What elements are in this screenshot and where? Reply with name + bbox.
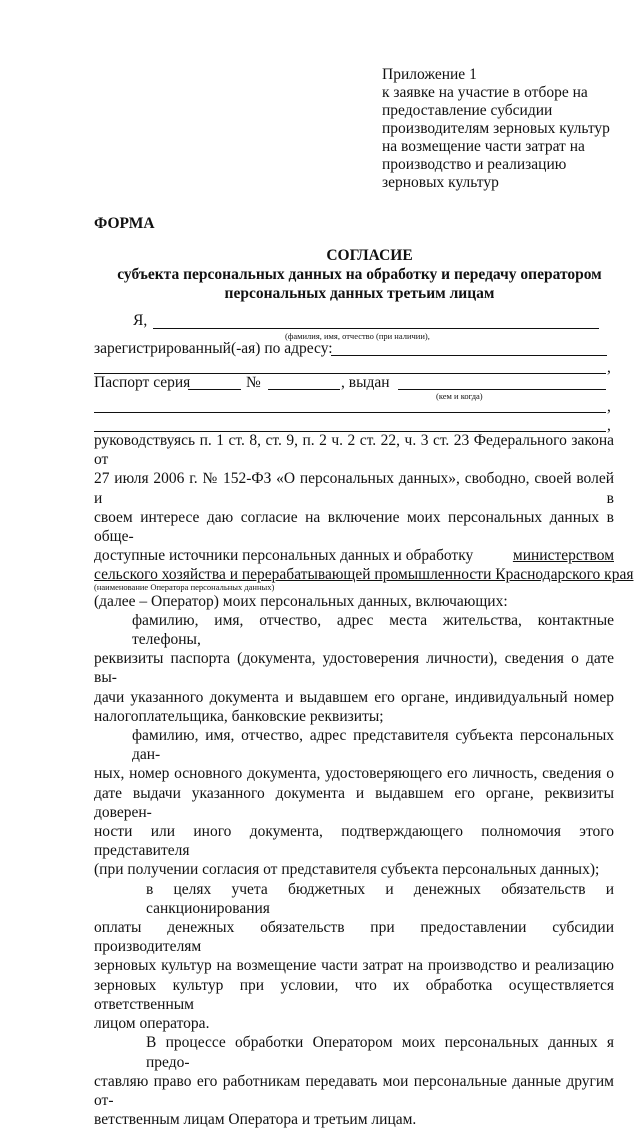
body-line: дачи указанного документа и выдавшем его органе, индивидуальный номер — [94, 688, 614, 706]
body-line: своем интересе даю согласие на включение моих персональных данных в обще- — [94, 508, 614, 546]
body-line: зерновых культур при условии, что их обработка осуществляется ответственным — [94, 976, 614, 1013]
body-line: руководствуясь п. 1 ст. 8, ст. 9, п. 2 ч. 2 ст. 22, ч. 3 ст. 23 Федерального закона от — [94, 432, 614, 469]
appendix-line: зерновых культур — [382, 174, 499, 191]
body-line: фамилию, имя, отчество, адрес места жительства, контактные телефоны, — [132, 611, 614, 649]
appendix-line: производителям зерновых культур — [382, 120, 610, 137]
body-line: в целях учета бюджетных и денежных обязательств и санкционирования — [146, 880, 614, 917]
address-field[interactable] — [331, 355, 607, 356]
comma: , — [607, 398, 611, 415]
passport-number-label: № — [246, 374, 261, 391]
comma: , — [607, 417, 611, 434]
document-subtitle-line-1: субъекта персональных данных на обработку и передачу оператором — [117, 266, 602, 283]
body-line: зерновых культур на возмещение части затрат на производство и реализацию — [94, 957, 614, 975]
operator-hint: (наименование Оператора персональных данных) — [94, 581, 275, 592]
document-subtitle-line-2: персональных данных третьим лицам — [224, 285, 495, 302]
operator-name: министерством — [512, 547, 614, 565]
form-label: ФОРМА — [94, 215, 155, 232]
body-line — [94, 546, 614, 565]
passport-series-field[interactable] — [188, 389, 241, 390]
appendix-line: к заявке на участие в отборе на — [382, 84, 588, 101]
appendix-block — [382, 66, 632, 192]
body-line: лицом оператора. — [94, 1015, 210, 1033]
appendix-line: Приложение 1 — [382, 66, 477, 83]
body-line: ставляю право его работникам передавать мои персональные данные другим от- — [94, 1072, 614, 1109]
body-line: реквизиты паспорта (документа, удостоверения личности), сведения о дате вы- — [94, 650, 614, 687]
body-line: (при получении согласия от представителя субъекта персональных данных); — [94, 861, 600, 879]
body-line: ности или иного документа, подтверждающего полномочия этого представителя — [94, 823, 614, 860]
body-line: оплаты денежных обязательств при предоставлении субсидии производителям — [94, 919, 614, 956]
registered-address-label: зарегистрированный(-ая) по адресу: — [94, 340, 333, 357]
body-line: налогоплательщика, банковские реквизиты; — [94, 707, 384, 725]
body-line: (далее – Оператор) моих персональных данных, включающих: — [94, 592, 508, 610]
passport-series-label: Паспорт серия — [94, 374, 191, 391]
body-line: дате выдачи указанного документа и выдавшем его органе, реквизиты доверен- — [94, 784, 614, 821]
document-title: СОГЛАСИЕ — [326, 247, 413, 264]
body-line: фамилию, имя, отчество, адрес представителя субъекта персональных дан- — [132, 727, 614, 764]
consent-body — [94, 431, 634, 1129]
body-text: доступные источники персональных данных и обработку — [94, 547, 474, 565]
comma: , — [607, 359, 611, 376]
issued-by-label: , выдан — [341, 374, 390, 391]
appendix-line: предоставление субсидии — [382, 102, 553, 119]
body-line: 27 июля 2006 г. № 152-ФЗ «О персональных данных», свободно, своей волей и в — [94, 470, 614, 507]
issued-by-field[interactable] — [398, 389, 606, 390]
i-label: Я, — [133, 312, 148, 329]
issued-by-hint: (кем и когда) — [436, 391, 483, 401]
body-line: ных, номер основного документа, удостоверяющего его личность, сведения о — [94, 765, 614, 783]
body-line: ветственным лицам Оператора и третьим лицам. — [94, 1111, 417, 1129]
full-name-field[interactable] — [153, 328, 599, 329]
appendix-line: на возмещение части затрат на — [382, 138, 585, 155]
appendix-line: производство и реализацию — [382, 156, 567, 173]
passport-number-field[interactable] — [268, 389, 340, 390]
full-name-hint: (фамилия, имя, отчество (при наличии), — [285, 331, 430, 341]
body-line: В процессе обработки Оператором моих персональных данных я предо- — [146, 1034, 614, 1071]
operator-name: сельского хозяйства и перерабатывающей промышленности Краснодарского края — [94, 566, 634, 584]
issued-by-field-continuation-1[interactable] — [94, 412, 606, 413]
